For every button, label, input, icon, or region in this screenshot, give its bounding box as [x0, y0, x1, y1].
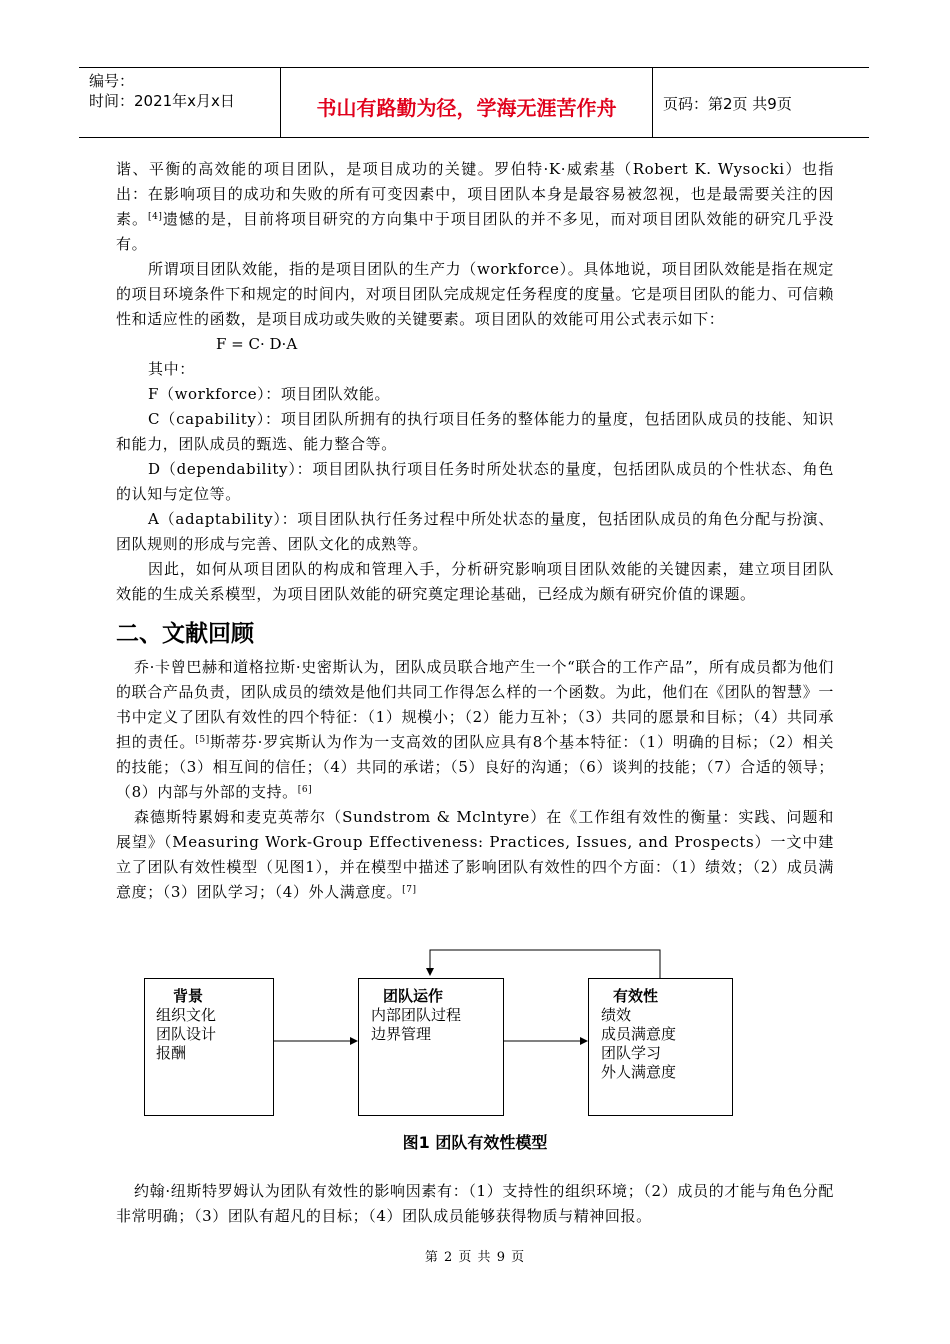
paragraph-text: 乔·卡曾巴赫和道格拉斯·史密斯认为，团队成员联合地产生一个“联合的工作产品”，所有成员都为他们的联合产品负责，团队成员的绩效是他们共同工作得怎么样的一个函数。为此，他们在《团队的智慧》一书中定义了团队有效性的四个特征：（1）规模小；（2）能力互补；（3）共同的愿景和目标；（4）共同承担的责任。: [116, 658, 835, 751]
box-title: 背景: [173, 987, 204, 1005]
box-team-operation: [358, 978, 504, 1116]
box-item: 团队设计: [156, 1025, 217, 1043]
paragraph: [116, 157, 834, 257]
paragraph-text: 遗憾的是，目前将项目研究的方向集中于项目团队的并不多见，而对项目团队效能的研究几乎没有。: [116, 210, 834, 253]
paragraph: [116, 655, 834, 805]
box-item: 边界管理: [371, 1025, 432, 1043]
definition-f: F（workforce）：项目团队效能。: [148, 385, 391, 403]
definition-c: C（capability）：项目团队所拥有的执行项目任务的整体能力的量度，包括团队成员的技能、知识和能力，团队成员的甄选、能力整合等。: [116, 410, 834, 453]
box-item: 成员满意度: [601, 1025, 677, 1043]
box-background: [144, 978, 274, 1116]
paragraph: 因此，如何从项目团队的构成和管理入手，分析研究影响项目团队效能的关键因素，建立项目团队效能的生成关系模型，为项目团队效能的研究奠定理论基础，已经成为颇有研究价值的课题。: [116, 560, 834, 603]
definition-d: D（dependability）：项目团队执行项目任务时所处状态的量度，包括团队成员的个性状态、角色的认知与定位等。: [116, 460, 834, 503]
citation: [5]: [195, 735, 210, 745]
paragraph: [116, 805, 834, 905]
paragraph: 其中：: [148, 360, 195, 378]
header-page-cell: [653, 68, 869, 137]
box-item: 外人满意度: [601, 1063, 677, 1081]
section-heading: 二、文献回顾: [116, 621, 254, 647]
box-effectiveness: [588, 978, 733, 1116]
document-number: 编号：: [89, 72, 135, 90]
box-item: 绩效: [601, 1006, 632, 1024]
header-motto: 书山有路勤为径，学海无涯苦作舟: [316, 96, 617, 120]
box-item: 内部团队过程: [371, 1006, 462, 1024]
header-page-number: 页码：第2页 共9页: [663, 95, 792, 113]
header-motto-cell: [281, 68, 653, 137]
citation: [4]: [147, 212, 163, 222]
figure-caption: 图1 团队有效性模型: [402, 1133, 548, 1152]
box-item: 报酬: [156, 1044, 187, 1062]
box-title: 有效性: [613, 987, 659, 1005]
formula: F = C· D·A: [216, 335, 298, 353]
page-header: [79, 67, 869, 138]
paragraph-text: 斯蒂芬·罗宾斯认为作为一支高效的团队应具有8个基本特征：（1）明确的目标；（2）相关的技能；（3）相互间的信任；（4）共同的承诺；（5）良好的沟通；（6）谈判的技能；（7）合适的领导；（8）内部与外部的支持。: [116, 733, 834, 801]
paragraph-text: 森德斯特累姆和麦克英蒂尔（Sundstrom & Mclntyre）在《工作组有效性的衡量：实践、问题和展望》（Measuring Work-Group Effectiveness: Practices, Issues, and Prospects）一文中建立了团队有效性模型（见图1），并在模型中描述了影响团队有效性的四个方面：（1）绩效；（2）成员满意度；（3）团队学习；（4）外人满意度。: [116, 808, 834, 901]
document-body-continued: [116, 1179, 834, 1229]
paragraph: 约翰·纽斯特罗姆认为团队有效性的影响因素有：（1）支持性的组织环境；（2）成员的才能与角色分配非常明确；（3）团队有超凡的目标；（4）团队成员能够获得物质与精神回报。: [116, 1182, 834, 1225]
definition-a: A（adaptability）：项目团队执行任务过程中所处状态的量度，包括团队成员的角色分配与扮演、团队规则的形成与完善、团队文化的成熟等。: [116, 510, 834, 553]
document-date: 时间：2021年x月x日: [89, 92, 235, 110]
box-item: 组织文化: [156, 1006, 217, 1024]
box-title: 团队运作: [383, 987, 444, 1005]
header-meta-cell: [79, 68, 281, 137]
page-footer: 第 2 页 共 9 页: [424, 1250, 526, 1265]
paragraph-text: 谐、平衡的高效能的项目团队，是项目成功的关键。罗伯特·K·威索基（Robert K. Wysocki）也指出：在影响项目的成功和失败的所有可变因素中，项目团队本身是最容易被忽视，也是最需要关注的因素。: [116, 160, 834, 228]
citation: [6]: [297, 785, 313, 795]
box-item: 团队学习: [601, 1044, 662, 1062]
arrow-feedback-loop: [430, 950, 660, 978]
paragraph: 所谓项目团队效能，指的是项目团队的生产力（workforce）。具体地说，项目团队效能是指在规定的项目环境条件下和规定的时间内，对项目团队完成规定任务程度的度量。它是项目团队的能力、可信赖性和适应性的函数，是项目成功或失败的关键要素。项目团队的效能可用公式表示如下：: [116, 260, 834, 328]
document-body: [116, 157, 834, 905]
citation: [7]: [402, 885, 417, 895]
